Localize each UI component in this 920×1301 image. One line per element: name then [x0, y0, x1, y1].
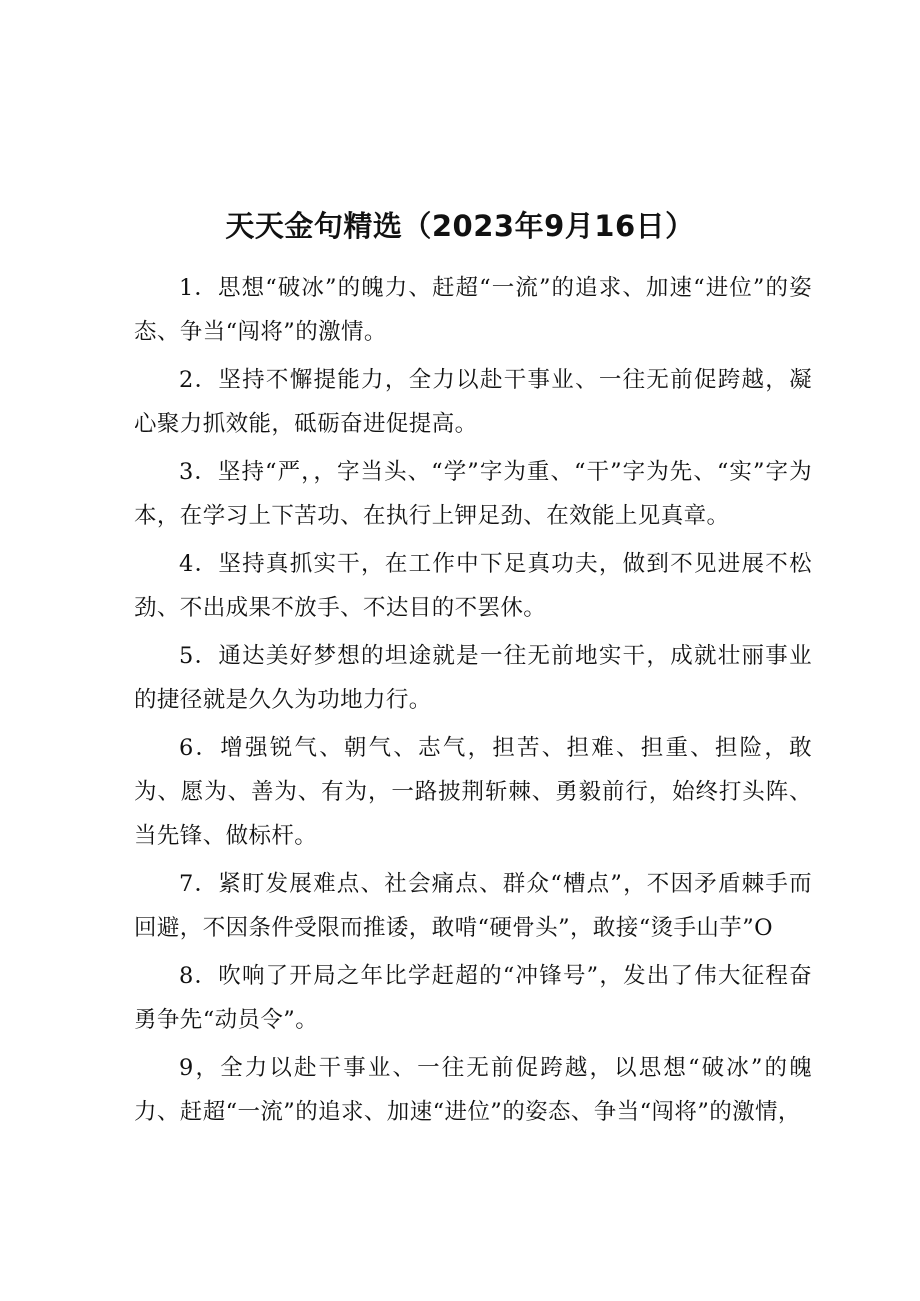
- list-item: 9，全力以赴干事业、一往无前促跨越，以思想“破冰”的魄力、赶超“一流”的追求、加速“进位”的姿态、争当“闯将”的激情，: [134, 1055, 812, 1125]
- list-item: 3．坚持“严，，字当头、“学”字为重、“干”字为先、“实”字为本，在学习上下苦功、在执行上钾足劲、在效能上见真章。: [134, 459, 812, 529]
- list-item: 1．思想“破冰”的魄力、赶超“一流”的追求、加速“进位”的姿态、争当“闯将”的激情。: [134, 275, 812, 345]
- list-item: 2．坚持不懈提能力，全力以赴干事业、一往无前促跨越，凝心聚力抓效能，砥砺奋进促提高。: [134, 367, 812, 437]
- list-item: 7．紧盯发展难点、社会痛点、群众“槽点”，不因矛盾棘手而回避，不因条件受限而推诿，敢啃“硬骨头”，敢接“烫手山芋”O: [134, 871, 812, 941]
- page-title: 天天金句精选（2023年9月16日）: [225, 209, 695, 243]
- list-item: 6．增强锐气、朝气、志气，担苦、担难、担重、担险，敢为、愿为、善为、有为，一路披荆斩棘、勇毅前行，始终打头阵、当先锋、做标杆。: [134, 735, 812, 849]
- quote-list: [134, 266, 812, 1138]
- list-item: 5．通达美好梦想的坦途就是一往无前地实干，成就壮丽事业的捷径就是久久为功地力行。: [134, 643, 812, 713]
- list-item: 8．吹响了开局之年比学赶超的“冲锋号”，发出了伟大征程奋勇争先“动员令”。: [134, 963, 812, 1033]
- list-item: 4．坚持真抓实干，在工作中下足真功夫，做到不见进展不松劲、不出成果不放手、不达目的不罢休。: [134, 551, 812, 621]
